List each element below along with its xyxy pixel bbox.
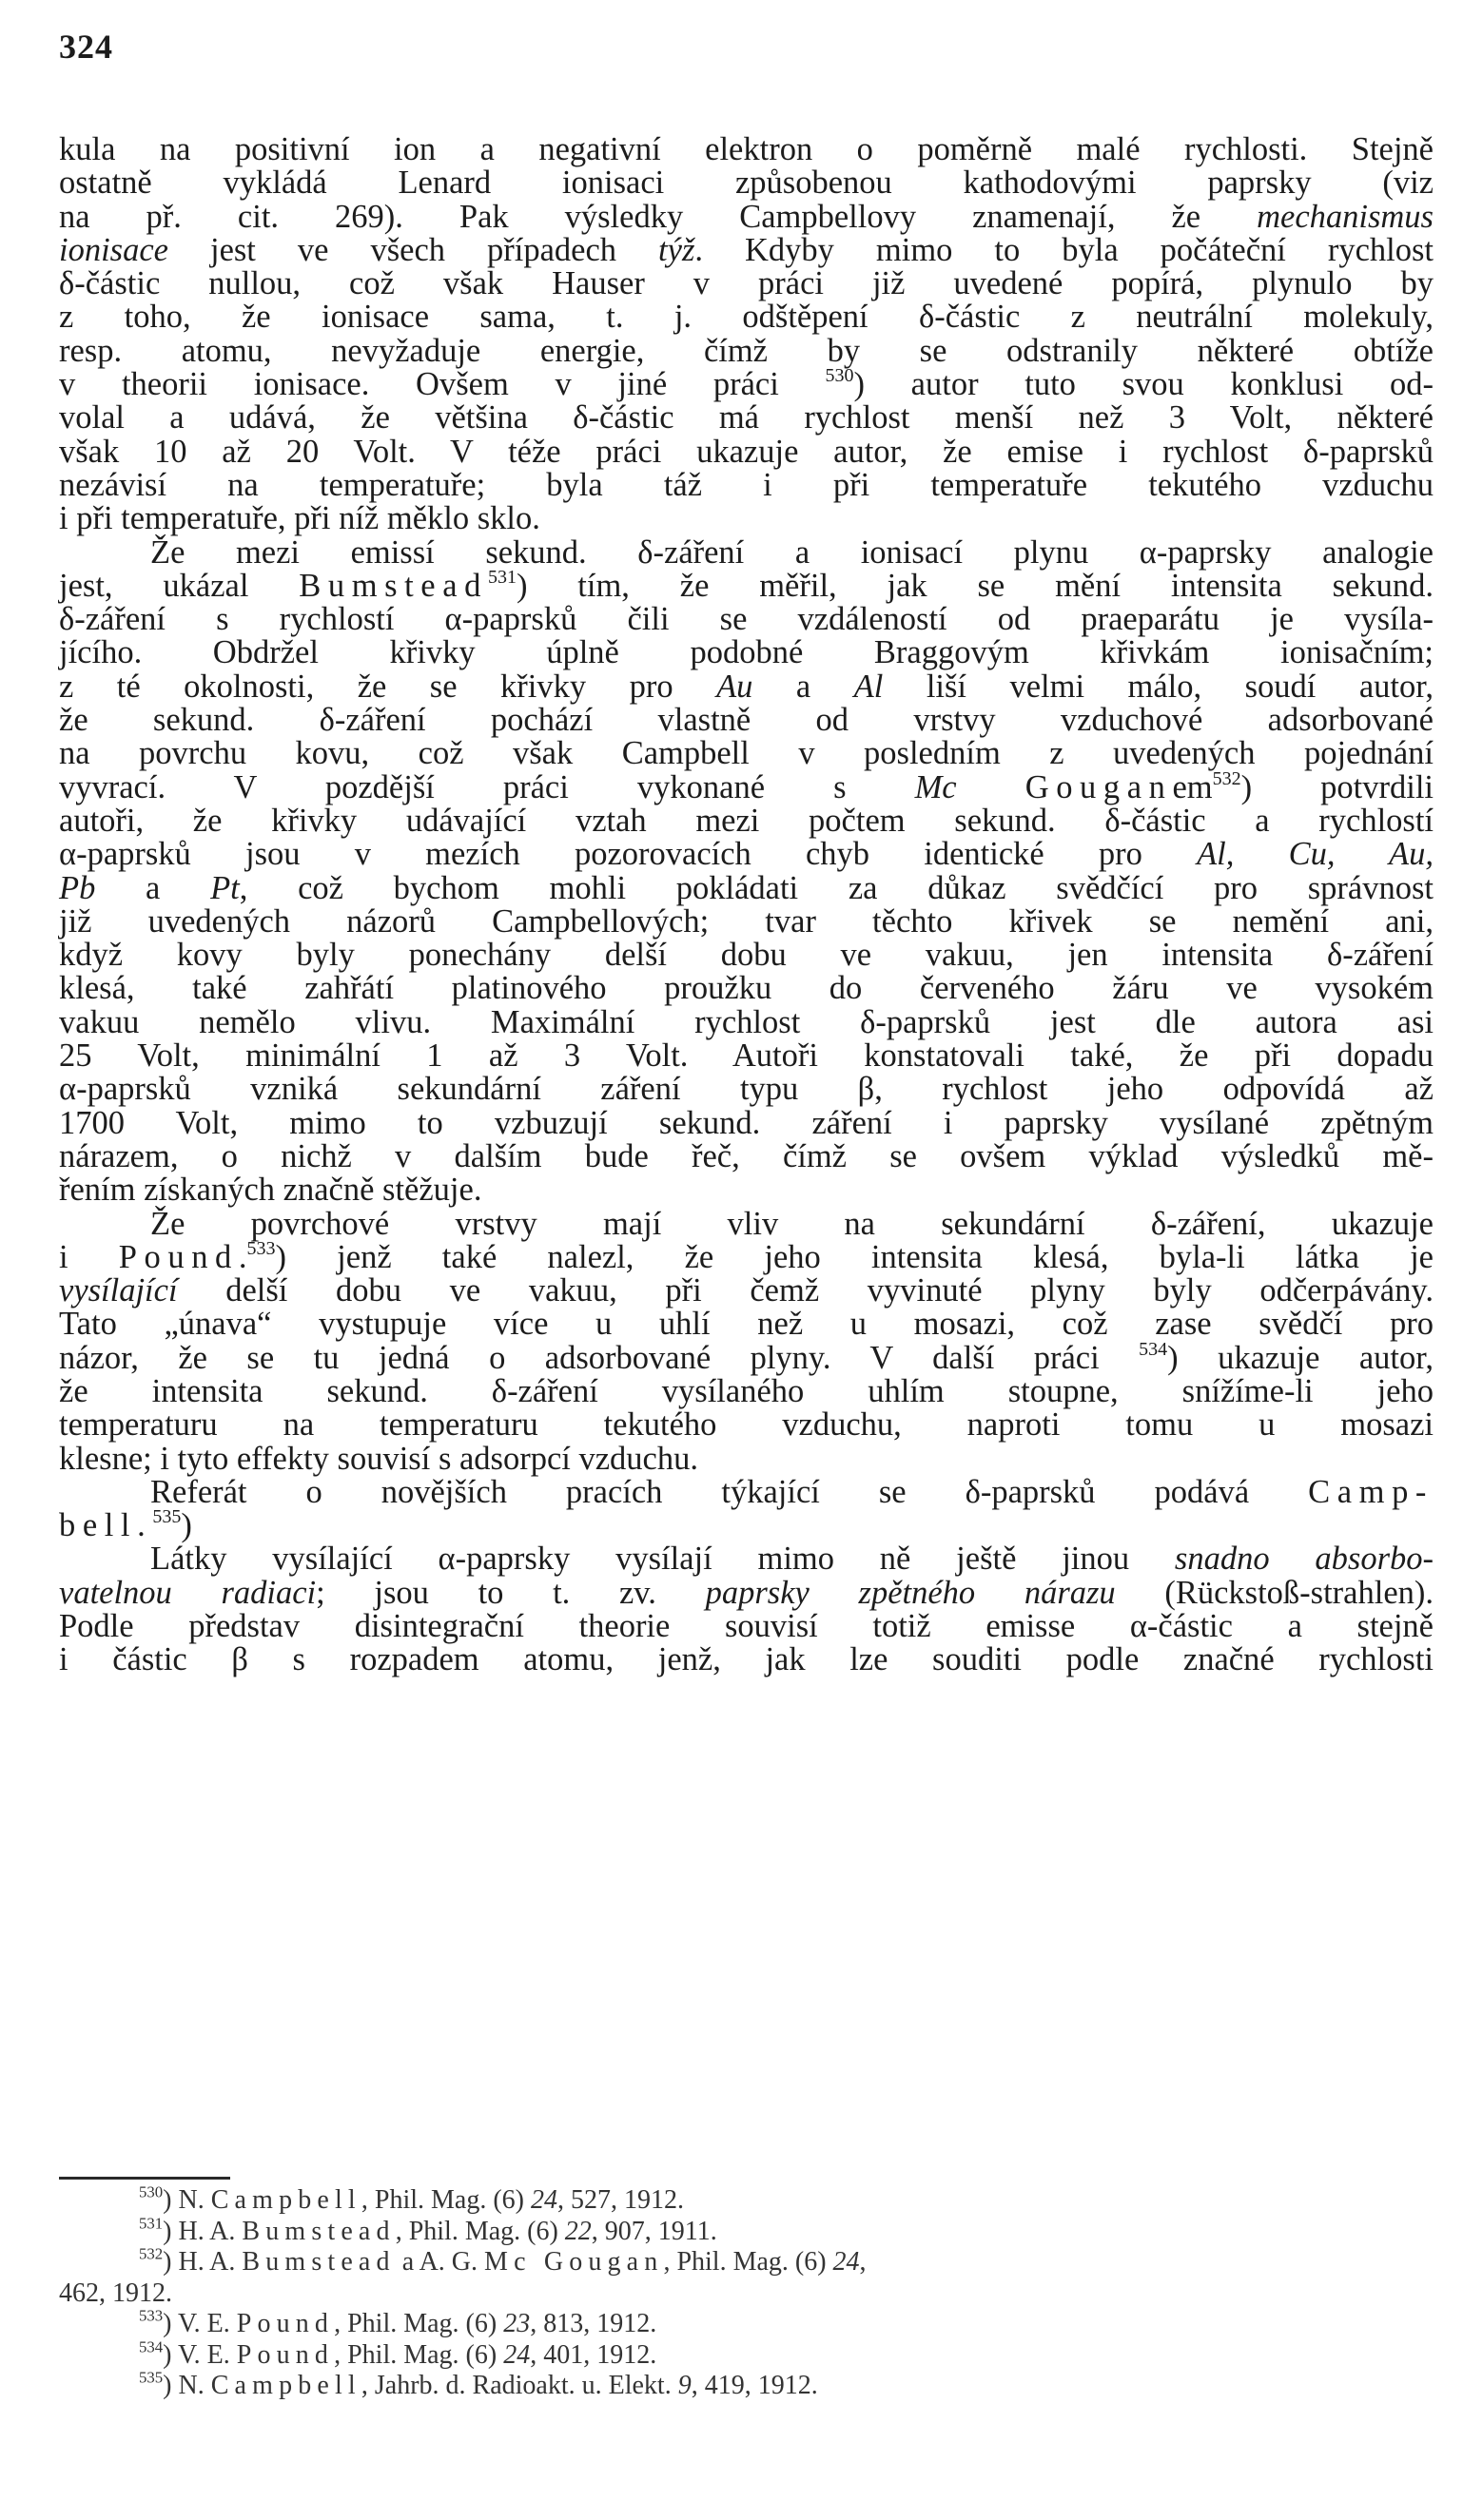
text-run: ) N. <box>163 2371 211 2400</box>
text-run: a <box>95 869 211 906</box>
text-run: liší velmi málo, soudí autor, <box>883 668 1434 705</box>
text-line <box>59 939 1434 972</box>
text-line <box>59 133 1434 166</box>
text-line <box>59 1073 1434 1106</box>
text-line <box>59 1308 1434 1341</box>
text-run: 24 <box>530 2185 557 2215</box>
text-run: když kovy byly ponechány delší dobu ve vakuu, jen intensita δ-záření <box>59 937 1434 974</box>
text-line <box>59 704 1434 737</box>
body-text <box>59 133 1434 1677</box>
text-run: ) ukazuje autor, <box>1167 1339 1434 1376</box>
text-run: ionisace <box>59 231 168 268</box>
text-run: , <box>859 2247 867 2277</box>
text-line <box>59 1542 1434 1576</box>
text-run: na povrchu kovu, což však Campbell v posledním z uvedených pojednání <box>59 735 1434 772</box>
text-run: klesne; i tyto effekty souvisí s adsorpcí vzduchu. <box>59 1440 698 1477</box>
text-run: ) V. E. <box>163 2339 237 2370</box>
text-run: δ-záření s rychlostí α-paprsků čili se vzdáleností od praeparátu je vysíla- <box>59 601 1434 638</box>
text-line <box>59 1104 1434 1141</box>
text-run: ; jsou to t. zv. <box>316 1574 706 1611</box>
text-line <box>59 365 1434 403</box>
page-number: 324 <box>59 28 113 66</box>
text-run: nárazem, o nichž v dalším bude řeč, čímž se ovšem výklad výsledků mě- <box>59 1137 1434 1174</box>
footnote-ref: 532 <box>1212 767 1241 789</box>
text-run: , což bychom mohli pokládati za důkaz svědčící pro správnost <box>239 869 1434 906</box>
text-run: týž <box>658 231 695 268</box>
footnotes <box>59 2182 1434 2402</box>
text-line <box>59 1338 1434 1376</box>
text-run: a A. G. <box>395 2247 485 2277</box>
text-line <box>59 869 1434 906</box>
text-run: Že povrchové vrstvy mají vliv na sekundární δ-záření, ukazuje <box>150 1205 1434 1242</box>
text-run: , 813, 1912. <box>530 2309 657 2338</box>
text-run: na př. cit. 269). Pak výsledky Campbellovy znamenají, že <box>59 198 1258 235</box>
text-run: ) potvrdili <box>1240 768 1434 805</box>
footnote-ref: 530 <box>825 365 854 387</box>
text-run: z toho, že ionisace sama, t. j. odštěpení δ-částic z neutrální molekuly, <box>59 299 1434 336</box>
footnote-divider <box>59 2177 230 2180</box>
text-line <box>59 972 1434 1005</box>
text-run: vatelnou radiaci <box>59 1574 317 1611</box>
text-run: Tato „únava“ vystupuje více u uhlí než u mosazi, což zase svědčí pro <box>59 1306 1434 1343</box>
text-line <box>59 1506 1434 1544</box>
text-run: vysílající <box>59 1272 178 1309</box>
text-run: jícího. Obdržel křivky úplně podobné Braggovým křivkám ionisačním; <box>59 634 1434 671</box>
author-name: Pound <box>236 2339 335 2370</box>
text-run: jest, ukázal <box>59 567 300 604</box>
text-run: Podle představ disintegrační theorie souvisí totiž emisse α-částic a stejně <box>59 1608 1434 1645</box>
text-run: že sekund. δ-záření pochází vlastně od vrstvy vzduchové adsorbované <box>59 702 1434 739</box>
footnote <box>59 2213 1434 2248</box>
text-run: 462, 1912. <box>59 2278 172 2308</box>
text-line <box>59 231 1434 268</box>
text-run: ) <box>181 1507 192 1544</box>
text-run: i <box>59 1238 119 1275</box>
text-run: em <box>1172 768 1213 805</box>
text-run: jest ve všech případech <box>167 231 659 268</box>
text-line <box>59 533 1434 571</box>
text-line <box>59 1372 1434 1409</box>
text-line <box>59 1610 1434 1643</box>
author-name: bell. <box>59 1507 153 1544</box>
text-run: kula na positivní ion a negativní elektron o poměrně malé rychlosti. Stejně <box>59 131 1434 167</box>
text-run: δ-částic nullou, což však Hauser v práci již uvedené popírá, plynulo by <box>59 265 1434 302</box>
text-run: Al, Cu, Au, <box>1197 836 1434 873</box>
text-line <box>59 1039 1434 1073</box>
text-line <box>59 166 1434 200</box>
text-line <box>59 1574 1434 1611</box>
text-run: v theorii ionisace. Ovšem v jiné práci <box>59 366 826 403</box>
footnote-ref: 531 <box>487 566 517 588</box>
text-run: (Rückstoß-strahlen). <box>1115 1574 1434 1611</box>
author-name: Camp- <box>1308 1473 1434 1510</box>
text-run: Al <box>853 668 884 705</box>
text-run: temperaturu na temperaturu tekutého vzduchu, naproti tomu u mosazi <box>59 1406 1434 1444</box>
text-run: vakuu nemělo vlivu. Maximální rychlost δ-paprsků jest dle autora asi <box>59 1003 1434 1040</box>
text-run: Pb <box>59 869 96 906</box>
text-run: Referát o novějších pracích týkající se δ-paprsků podává <box>150 1473 1309 1510</box>
text-run: 9 <box>677 2371 692 2400</box>
text-run: , 907, 1911. <box>591 2216 717 2246</box>
text-run: 22 <box>564 2216 592 2246</box>
text-line <box>59 767 1434 805</box>
text-run: . <box>238 1238 247 1275</box>
footnote-ref: 531 <box>139 2213 164 2232</box>
text-line <box>59 902 1434 940</box>
text-run: α-paprsků jsou v mezích pozorovacích chyb identické pro <box>59 836 1198 873</box>
text-run: 25 Volt, minimální 1 až 3 Volt. Autoři konstatovali také, že při dopadu <box>59 1037 1434 1075</box>
text-run: delší dobu ve vakuu, při čemž vyvinuté plyny byly odčerpávány. <box>177 1272 1434 1309</box>
text-run: i částic β s rozpadem atomu, jenž, jak lze souditi podle značné rychlosti <box>59 1641 1434 1678</box>
text-run: 24 <box>832 2247 860 2277</box>
text-line <box>59 1408 1434 1442</box>
text-run: 23 <box>503 2309 531 2338</box>
text-run: ) tím, že měřil, jak se mění intensita sekund. <box>516 567 1434 604</box>
text-run: snadno absorbo- <box>1174 1541 1434 1578</box>
text-run: ) H. A. <box>163 2247 243 2277</box>
text-line <box>59 1473 1434 1510</box>
text-run: ) jenž také nalezl, že jeho intensita klesá, byla-li látka je <box>275 1238 1434 1275</box>
author-name: Campbell <box>210 2185 361 2215</box>
text-run: již uvedených názorů Campbellových; tvar těchto křivek se nemění ani, <box>59 902 1434 940</box>
footnote-ref: 532 <box>139 2244 164 2263</box>
text-run: , Phil. Mag. (6) <box>663 2247 833 2277</box>
text-run: Au <box>716 668 753 705</box>
text-run: ostatně vykládá Lenard ionisaci způsobenou kathodovými paprsky (viz <box>59 165 1434 202</box>
text-line <box>59 466 1434 503</box>
text-line <box>59 566 1434 604</box>
text-line <box>59 198 1434 235</box>
text-run: ) V. E. <box>163 2309 237 2338</box>
text-line <box>59 1003 1434 1040</box>
text-line <box>59 1643 1434 1677</box>
text-line <box>59 401 1434 435</box>
text-run <box>957 769 1025 805</box>
author-name: Bumstead <box>242 2247 396 2277</box>
text-run: , 527, 1912. <box>556 2185 684 2215</box>
text-line <box>59 1173 1434 1207</box>
text-run: volal a udává, že většina δ-částic má rychlost menší než 3 Volt, některé <box>59 399 1434 436</box>
text-run: resp. atomu, nevyžaduje energie, čímž by se odstranily některé obtíže <box>59 332 1434 369</box>
author-name: Pound <box>236 2309 335 2338</box>
author-name: Campbell <box>210 2371 361 2400</box>
text-run: , Jahrb. d. Radioakt. u. Elekt. <box>361 2371 678 2400</box>
author-name: Bumstead <box>299 567 488 604</box>
text-run: Že mezi emissí sekund. δ-záření a ionisací plynu α-paprsky analogie <box>150 533 1434 571</box>
footnote-ref: 535 <box>139 2368 164 2387</box>
footnote-ref: 534 <box>1139 1338 1168 1360</box>
text-run: ) N. <box>163 2185 211 2215</box>
text-run: nezávisí na temperatuře; byla táž i při temperatuře tekutého vzduchu <box>59 466 1434 503</box>
text-line <box>59 1274 1434 1308</box>
text-run: α-paprsků vzniká sekundární záření typu β, rychlost jeho odpovídá až <box>59 1071 1434 1108</box>
footnote-ref: 535 <box>152 1506 182 1528</box>
text-run: 24 <box>503 2339 531 2370</box>
text-line <box>59 603 1434 636</box>
text-run: . Kdyby mimo to byla počáteční rychlost <box>694 231 1434 268</box>
text-run: 1700 Volt, mimo to vzbuzují sekund. záření i paprsky vysílané zpětným <box>59 1104 1434 1141</box>
text-run: z té okolnosti, že se křivky pro <box>59 668 717 705</box>
text-run: Látky vysílající α-paprsky vysílají mimo ně ještě jinou <box>150 1541 1175 1578</box>
text-line <box>59 502 1434 535</box>
text-run: mechanismus <box>1257 198 1434 235</box>
text-line <box>59 804 1434 838</box>
footnote <box>59 2306 1434 2340</box>
footnote-ref: 534 <box>139 2336 164 2355</box>
footnote <box>59 2278 1434 2310</box>
footnote-ref: 530 <box>139 2182 164 2201</box>
text-run: ) H. A. <box>163 2216 243 2246</box>
text-run: i při temperatuře, při níž měklo sklo. <box>59 500 540 537</box>
footnote <box>59 2182 1434 2217</box>
author-name: Gougan <box>1024 768 1173 805</box>
text-run: Pt <box>210 869 240 906</box>
text-run: autoři, že křivky udávající vztah mezi počtem sekund. δ-částic a rychlostí <box>59 802 1434 839</box>
text-run: , Phil. Mag. (6) <box>395 2216 565 2246</box>
text-line <box>59 636 1434 669</box>
text-run: Mc <box>914 768 957 805</box>
text-run: a <box>752 668 854 705</box>
text-line <box>59 737 1434 770</box>
text-run: že intensita sekund. δ-záření vysílaného uhlím stoupne, snížíme-li jeho <box>59 1372 1434 1409</box>
footnote <box>59 2368 1434 2402</box>
text-line <box>59 1237 1434 1275</box>
author-name: Bumstead <box>242 2216 396 2246</box>
footnote <box>59 2244 1434 2278</box>
author-name: Mc Gougan <box>484 2247 664 2277</box>
text-run: však 10 až 20 Volt. V téže práci ukazuje autor, že emise i rychlost δ-paprsků <box>59 433 1434 470</box>
text-line <box>59 838 1434 871</box>
text-line <box>59 267 1434 300</box>
text-run: , Phil. Mag. (6) <box>334 2309 504 2338</box>
text-run: ) autor tuto svou konklusi od- <box>853 366 1434 403</box>
text-run: , Phil. Mag. (6) <box>334 2339 504 2370</box>
footnote-ref: 533 <box>139 2306 164 2325</box>
text-run: řením získaných značně stěžuje. <box>59 1172 482 1209</box>
text-line <box>59 300 1434 334</box>
footnote <box>59 2336 1434 2372</box>
text-run: , Phil. Mag. (6) <box>361 2185 531 2215</box>
text-run: názor, že se tu jedná o adsorbované plyny. V další práci <box>59 1339 1140 1376</box>
text-run: paprsky zpětného nárazu <box>705 1574 1116 1611</box>
text-line <box>59 433 1434 470</box>
text-line <box>59 1205 1434 1242</box>
text-line <box>59 670 1434 704</box>
text-run: vyvrací. V pozdější práci vykonané s <box>59 768 915 805</box>
text-line <box>59 1137 1434 1174</box>
text-run: , 401, 1912. <box>530 2339 657 2370</box>
text-line <box>59 332 1434 369</box>
text-line <box>59 1440 1434 1477</box>
author-name: Pound <box>118 1238 239 1275</box>
footnote-ref: 533 <box>246 1237 276 1259</box>
text-run: klesá, také zahřátí platinového proužku do červeného žáru ve vysokém <box>59 970 1434 1007</box>
text-run: , 419, 1912. <box>691 2371 818 2400</box>
